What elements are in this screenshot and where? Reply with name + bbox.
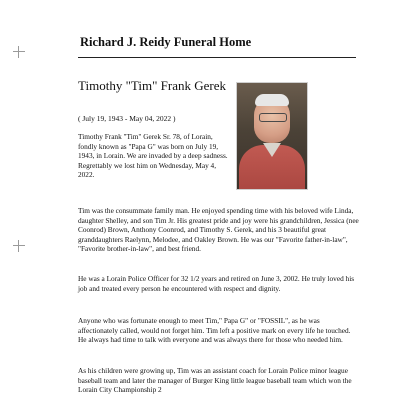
deceased-name: Timothy "Tim" Frank Gerek	[78, 78, 226, 93]
binder-hole-mark	[13, 240, 25, 252]
life-dates: ( July 19, 1943 - May 04, 2022 )	[78, 114, 176, 123]
obituary-paragraph: As his children were growing up, Tim was an assistant coach for Lorain Police minor league baseball team and later the manager of Burger King little league baseball team which won the Lorain City Championship 2	[78, 366, 352, 394]
header-divider	[78, 57, 356, 58]
obituary-paragraph: Anyone who was fortunate enough to meet Tim," Papa G" or "FOSSIL", as he was affectionately called, would not forget him. Tim left a positive mark on every life he touched. He always had time to talk with everyone and was always there for those who needed him.	[78, 316, 351, 344]
obituary-paragraph: He was a Lorain Police Officer for 32 1/2 years and retired on June 3, 2002. He truly loved his job and treated every person he encountered with respect and dignity.	[78, 274, 355, 293]
obituary-paragraph: Tim was the consummate family man. He enjoyed spending time with his beloved wife Linda, daughter Shelley, and son Tim Jr. His greatest pride and joy were his grandchildren, Jessica (nee Coonrod) Brown, Anthony Coonrod, and Timothy S. Gerek, and his 3 beautiful great granddaughters Raelynn, Melodee, and Oakley Brown. He was our "Favorite father-in-law", "Favorite brother-in-law", and best friend.	[78, 206, 359, 253]
obituary-paragraph: Timothy Frank "Tim" Gerek Sr. 78, of Lorain, fondly known as "Papa G" was born on July 19, 1943, in Lorain. We are invaded by a deep sadness. Regrettably we lost him on Wednesday, May 4, 2022.	[78, 132, 228, 179]
binder-hole-mark	[13, 46, 25, 58]
funeral-home-header: Richard J. Reidy Funeral Home	[80, 35, 252, 49]
portrait-photo-icon	[236, 82, 308, 190]
